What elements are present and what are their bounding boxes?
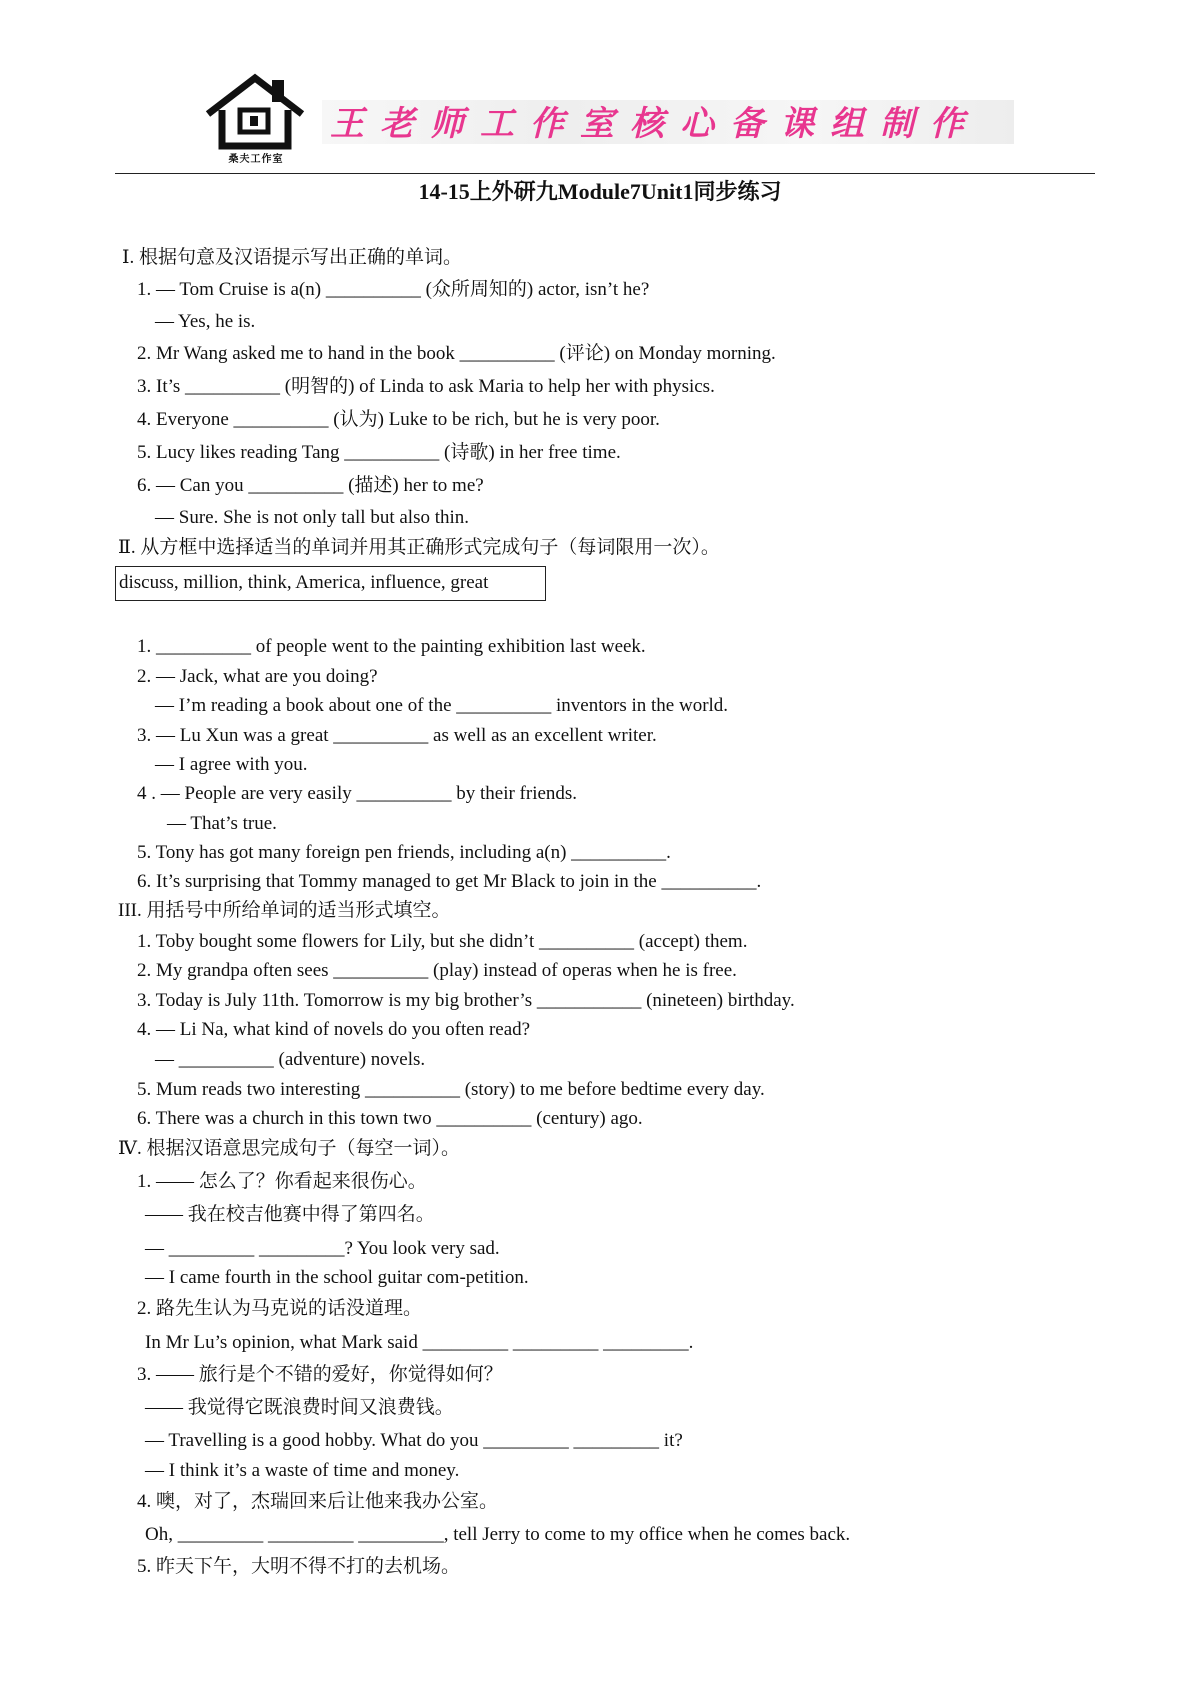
question-line: 4. Everyone __________ (认为) Luke to be rich, but he is very poor. <box>137 409 660 430</box>
question-line: 3. —— 旅行是个不错的爱好，你觉得如何？ <box>137 1364 503 1385</box>
question-line: 1. —— 怎么了？你看起来很伤心。 <box>137 1171 427 1192</box>
question-line: 2. My grandpa often sees __________ (play) instead of operas when he is free. <box>137 960 737 981</box>
question-line: — That’s true. <box>167 813 277 834</box>
question-line: 1. — Tom Cruise is a(n) __________ (众所周知的) actor, isn’t he? <box>137 279 650 300</box>
question-line: 1. Toby bought some flowers for Lily, but she didn’t __________ (accept) them. <box>137 931 748 952</box>
question-line: 4 . — People are very easily __________ by their friends. <box>137 783 578 804</box>
question-line: 2. Mr Wang asked me to hand in the book __________ (评论) on Monday morning. <box>137 343 776 364</box>
question-line: 5. Tony has got many foreign pen friends, including a(n) __________. <box>137 842 671 863</box>
header-rule <box>115 173 1095 174</box>
question-line: 2. 路先生认为马克说的话没道理。 <box>137 1298 423 1319</box>
question-line: In Mr Lu’s opinion, what Mark said _________ _________ _________. <box>145 1332 694 1353</box>
question-line: 6. There was a church in this town two __________ (century) ago. <box>137 1108 643 1129</box>
question-line: — I came fourth in the school guitar com-petition. <box>145 1267 529 1288</box>
question-line: — __________ (adventure) novels. <box>155 1049 426 1070</box>
question-line: 6. It’s surprising that Tommy managed to get Mr Black to join in the __________. <box>137 871 762 892</box>
question-line: —— 我在校吉他赛中得了第四名。 <box>145 1204 435 1225</box>
section-1-heading: Ⅰ. 根据句意及汉语提示写出正确的单词。 <box>122 247 463 268</box>
question-line: 3. Today is July 11th. Tomorrow is my big brother’s ___________ (nineteen) birthday. <box>137 990 795 1011</box>
question-line: — I agree with you. <box>155 754 308 775</box>
question-line: 5. Lucy likes reading Tang __________ (诗歌) in her free time. <box>137 442 621 463</box>
logo-caption: 桑夫工作室 <box>228 154 284 165</box>
question-line: — Sure. She is not only tall but also thin. <box>155 507 470 528</box>
question-line: 4. — Li Na, what kind of novels do you often read? <box>137 1019 531 1040</box>
question-line: — _________ _________? You look very sad. <box>145 1238 500 1259</box>
section-4-heading: Ⅳ. 根据汉语意思完成句子（每空一词）。 <box>118 1138 460 1159</box>
question-line: 3. — Lu Xun was a great __________ as well as an excellent writer. <box>137 725 657 746</box>
question-line: 1. __________ of people went to the painting exhibition last week. <box>137 636 646 657</box>
question-line: 3. It’s __________ (明智的) of Linda to ask Maria to help her with physics. <box>137 376 715 397</box>
word-box: discuss, million, think, America, influence, great <box>115 566 546 601</box>
question-line: 6. — Can you __________ (描述) her to me? <box>137 475 484 496</box>
question-line: Oh, _________ _________ _________, tell Jerry to come to my office when he comes back. <box>145 1524 851 1545</box>
question-line: 5. 昨天下午，大明不得不打的去机场。 <box>137 1556 461 1577</box>
question-line: 4. 噢，对了，杰瑞回来后让他来我办公室。 <box>137 1491 499 1512</box>
question-line: 5. Mum reads two interesting __________ (story) to me before bedtime every day. <box>137 1079 765 1100</box>
question-line: — Travelling is a good hobby. What do you _________ _________ it? <box>145 1430 683 1451</box>
studio-name: 王老师工作室核心备课组制作 <box>330 104 980 144</box>
question-line: —— 我觉得它既浪费时间又浪费钱。 <box>145 1397 454 1418</box>
section-3-heading: III. 用括号中所给单词的适当形式填空。 <box>118 900 451 921</box>
question-line: — I’m reading a book about one of the __________ inventors in the world. <box>155 695 729 716</box>
header-banner <box>200 72 1020 164</box>
house-logo-icon <box>200 72 310 164</box>
question-line: — Yes, he is. <box>155 311 256 332</box>
question-line: — I think it’s a waste of time and money. <box>145 1460 460 1481</box>
question-line: 2. — Jack, what are you doing? <box>137 666 378 687</box>
page-title: 14-15上外研九Module7Unit1同步练习 <box>418 179 782 204</box>
section-2-heading: Ⅱ. 从方框中选择适当的单词并用其正确形式完成句子（每词限用一次）。 <box>118 537 720 558</box>
